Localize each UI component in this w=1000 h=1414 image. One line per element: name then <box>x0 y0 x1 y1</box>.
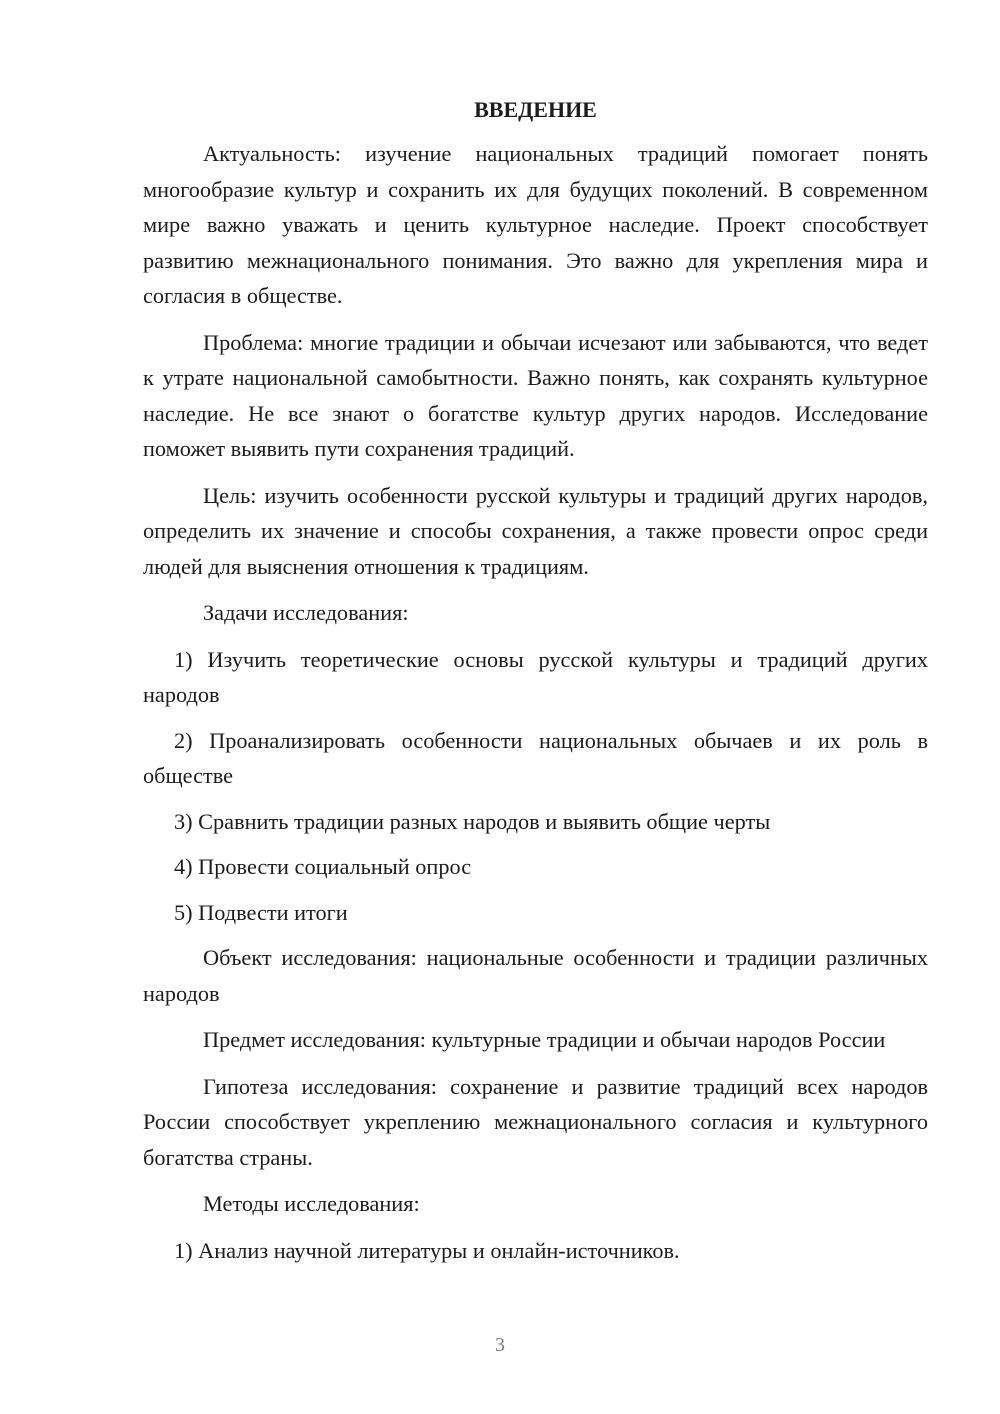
task-item-4: 4) Провести социальный опрос <box>174 854 472 879</box>
task-item-1: 1) Изучить теоретические основы русской культуры и традиций других народов <box>143 646 928 707</box>
tasks-heading: Задачи исследования: <box>203 600 409 625</box>
object-paragraph: Объект исследования: национальные особенности и традиции различных народов <box>143 945 928 1006</box>
relevance-paragraph: Актуальность: изучение национальных традиций помогает понять многообразие культур и сохранить их для будущих поколений. В современном мире важно уважать и ценить культурное наследие. Проект способствует развитию межнационального понимания. Это важно для укрепления мира и согласия в обществе. <box>143 141 928 308</box>
task-item-3: 3) Сравнить традиции разных народов и выявить общие черты <box>174 808 771 834</box>
goal-paragraph: Цель: изучить особенности русской культуры и традиций других народов, определить их значение и способы сохранения, а также провести опрос среди людей для выяснения отношения к традициям. <box>143 482 928 579</box>
hypothesis-paragraph: Гипотеза исследования: сохранение и развитие традиций всех народов России способствует укреплению межнационального согласия и культурного богатства страны. <box>143 1073 928 1170</box>
section-title: ВВЕДЕНИЕ <box>474 97 597 122</box>
method-item-1: 1) Анализ научной литературы и онлайн-источников. <box>174 1237 680 1263</box>
task-item-2: 2) Проанализировать особенности национальных обычаев и их роль в обществе <box>143 727 928 788</box>
subject-paragraph: Предмет исследования: культурные традиции и обычаи народов России <box>203 1027 886 1052</box>
page-number: 3 <box>495 1334 505 1356</box>
document-body <box>143 94 928 1278</box>
task-item-5: 5) Подвести итоги <box>174 899 348 925</box>
methods-heading: Методы исследования: <box>203 1191 420 1216</box>
problem-paragraph: Проблема: многие традиции и обычаи исчезают или забываются, что ведет к утрате национальной самобытности. Важно понять, как сохранять культурное наследие. Не все знают о богатстве культур других народов. Исследование поможет выявить пути сохранения традиций. <box>143 329 928 461</box>
